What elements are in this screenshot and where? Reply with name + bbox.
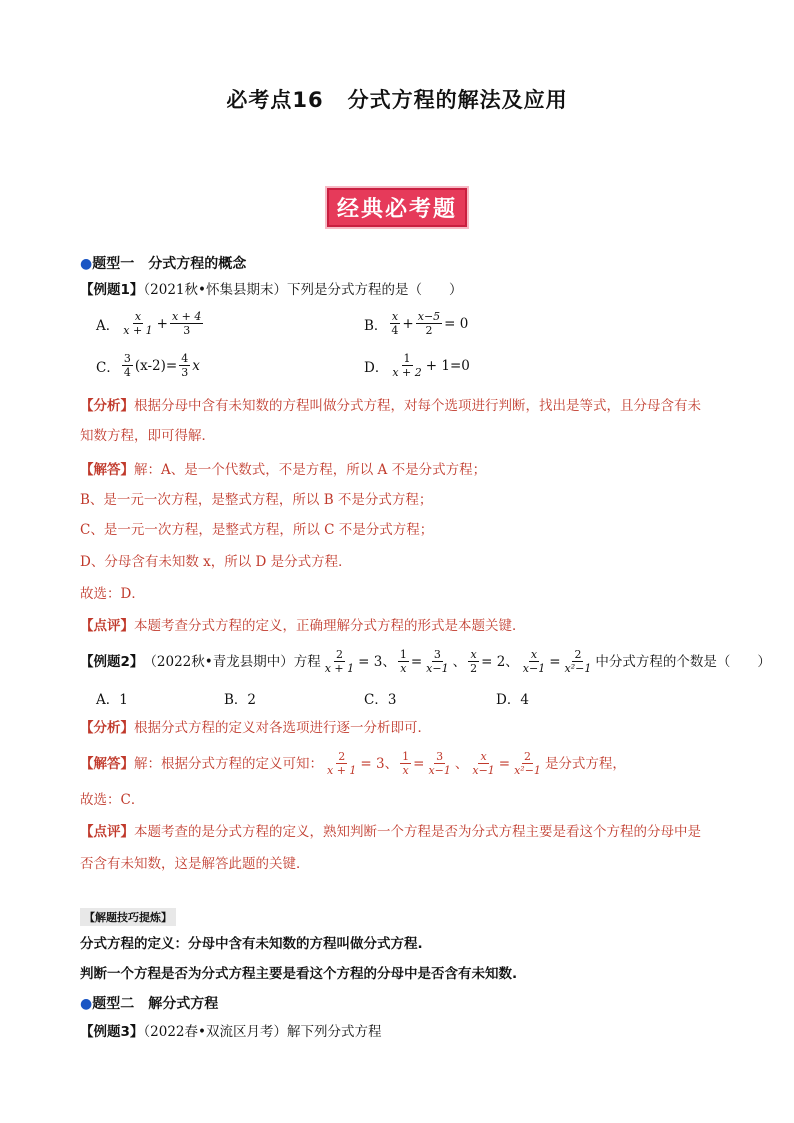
bullet-icon: ● bbox=[80, 256, 93, 272]
example1-tag: 【例题1】 bbox=[80, 282, 144, 298]
example2-comment: 【点评】本题考查的是分式方程的定义，熟知判断一个方程是否为分式方程主要是看这个方程的分母中是 bbox=[80, 824, 701, 840]
fraction: $\frac{x}{4}$ bbox=[391, 310, 399, 337]
fraction: $\frac{x}{x + 1}$ bbox=[123, 310, 153, 337]
example2-option-b: B．2 bbox=[224, 692, 257, 708]
fraction: $\frac{x-5}{2}$ bbox=[417, 310, 441, 337]
example1-option-b: B． $\frac{x}{4}$ + $\frac{x-5}{2}$ = 0 bbox=[364, 310, 469, 337]
example2-option-a: A．1 bbox=[96, 692, 128, 708]
example1-analysis: 【分析】根据分母中含有未知数的方程叫做分式方程，对每个选项进行判断，找出是等式，且分母含有未 bbox=[80, 398, 701, 414]
fraction: $\frac{1}{x + 2}$ bbox=[392, 352, 422, 379]
example1-answer-d: D、分母含有未知数 x，所以 D 是分式方程． bbox=[80, 554, 352, 570]
fraction: $\frac{x + 4}{3}$ bbox=[171, 310, 202, 337]
example2-analysis: 【分析】根据分式方程的定义对各选项进行逐一分析即可． bbox=[80, 720, 431, 736]
classic-exam-banner: 经典必考题 bbox=[327, 188, 467, 227]
example2-tag: 【例题2】 bbox=[80, 653, 144, 670]
example1-analysis-cont: 知数方程，即可得解． bbox=[80, 428, 215, 444]
example1-option-d: D． $\frac{1}{x + 2}$ + 1=0 bbox=[364, 352, 470, 379]
example2-option-c: C．3 bbox=[364, 692, 397, 708]
example1-option-a: A． $\frac{x}{x + 1}$ + $\frac{x + 4}{3}$ bbox=[96, 310, 202, 337]
bullet-icon: ● bbox=[80, 996, 93, 1012]
example1-choice: 故选：D． bbox=[80, 586, 145, 602]
page-title bbox=[0, 84, 794, 114]
example2-answer: 【解答】 解：根据分式方程的定义可知： $\frac{2}{x + 1}$ = 3、 $\frac{1}{x}$ = $\frac{3}{x-1}$ 、 $\frac{x}{x-1}$ = $\frac{2}{\text{x²−1}}$ 是分式方程， bbox=[80, 750, 626, 777]
example2-comment-cont: 否含有未知数，这是解答此题的关键． bbox=[80, 856, 310, 872]
title-prefix: 必考点16 bbox=[226, 88, 324, 112]
tips-tag: 【解题技巧提炼】 bbox=[80, 908, 176, 926]
example1-question bbox=[80, 280, 462, 300]
example1-comment: 【点评】本题考查分式方程的定义，正确理解分式方程的形式是本题关键． bbox=[80, 618, 526, 634]
section-heading-type2: ●题型二 解分式方程 bbox=[80, 996, 219, 1012]
example3-tag: 【例题3】 bbox=[80, 1024, 144, 1040]
example1-answer-c: C、是一元一次方程，是整式方程，所以 C 不是分式方程； bbox=[80, 522, 434, 538]
example1-source: （2021秋•怀集县期末）下列是分式方程的是（ ） bbox=[143, 282, 463, 298]
example2-choice: 故选：C． bbox=[80, 792, 145, 808]
example2-option-d: D．4 bbox=[496, 692, 529, 708]
example2-question: 【例题2】 （2022秋•青龙县期中）方程 $\frac{2}{x + 1}$ = 3、 $\frac{1}{x}$ = $\frac{3}{x-1}$ 、 $\frac{x}{2}$ = 2、 $\frac{x}{x-1}$ = $\frac{2}{\text{x²−1}}$ 中分式方程的个数是（ ） bbox=[80, 648, 771, 675]
fraction: $\frac{4}{3}$ bbox=[181, 352, 189, 379]
banner-container bbox=[0, 188, 794, 227]
tips-line-1: 分式方程的定义：分母中含有未知数的方程叫做分式方程. bbox=[80, 936, 423, 952]
example1-option-c: C． $\frac{3}{4}$ (x-2) = $\frac{4}{3}$ x bbox=[96, 352, 200, 379]
tips-line-2: 判断一个方程是否为分式方程主要是看这个方程的分母中是否含有未知数. bbox=[80, 966, 518, 982]
section-heading-type1: ●题型一 分式方程的概念 bbox=[80, 256, 247, 272]
example1-answer: 【解答】解：A、是一个代数式，不是方程，所以 A 不是分式方程； bbox=[80, 462, 487, 478]
example1-answer-b: B、是一元一次方程，是整式方程，所以 B 不是分式方程； bbox=[80, 492, 433, 508]
title-main: 分式方程的解法及应用 bbox=[347, 88, 568, 112]
fraction: $\frac{3}{4}$ bbox=[123, 352, 131, 379]
example3-question: 【例题3】（2022春•双流区月考）解下列分式方程 bbox=[80, 1024, 382, 1040]
